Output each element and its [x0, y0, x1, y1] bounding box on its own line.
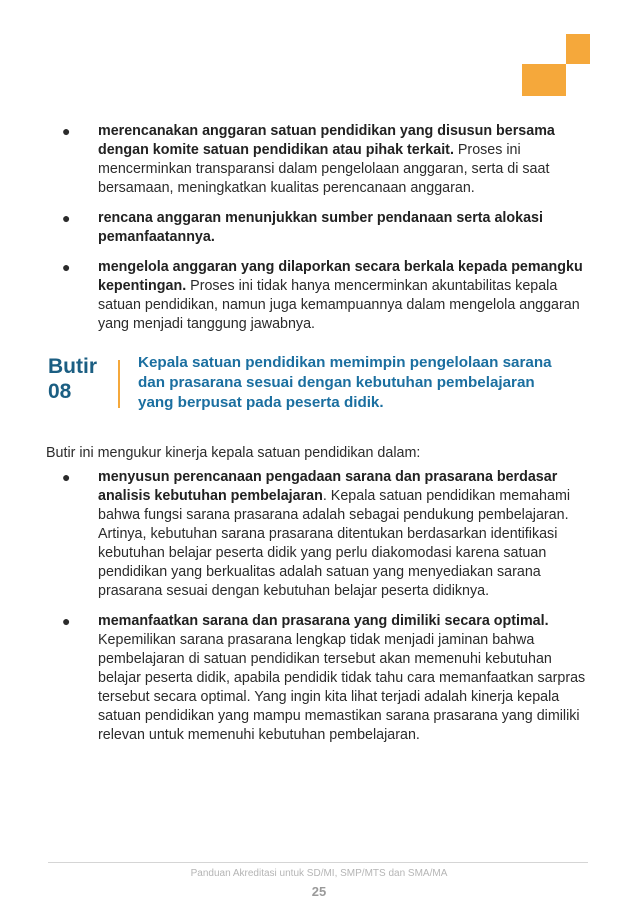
list-item-text: . Kepala satuan pendidikan memahami bahwa fungsi sarana prasarana adalah sebagai pendukung pembelajaran. Artinya, kebutuhan sarana prasarana ditentukan berdasarkan identifikasi kebutuhan belajar peserta didik yang perlu diakomodasi karena satuan pendidikan yang berkualitas adalah satuan yang menyediakan sarana prasarana sesuai dengan kebutuhan belajar peserta didiknya.	[98, 488, 571, 599]
list-item	[56, 468, 596, 601]
list-item-text: Proses ini mencerminkan transparansi dalam pengelolaan anggaran, serta di saat bersamaan, meningkatkan kualitas perencanaan anggaran.	[98, 142, 550, 196]
bullet-icon: ●	[62, 613, 71, 629]
list-item-bold: mengelola anggaran yang dilaporkan secara berkala kepada pemangku kepentingan.	[98, 259, 583, 294]
list-item-text: Proses ini tidak hanya mencerminkan akuntabilitas kepala satuan pendidikan, namun juga kemampuannya dalam mengelola anggaran yang menjadi tanggung jawabnya.	[98, 278, 580, 332]
bullet-icon: ●	[62, 469, 71, 485]
footer-divider	[48, 862, 588, 863]
intro-text: Butir ini mengukur kinerja kepala satuan pendidikan dalam:	[46, 445, 421, 461]
bullet-icon: ●	[62, 123, 71, 139]
list-item	[56, 209, 596, 247]
facilities-bullet-list	[56, 468, 596, 756]
list-item-bold: rencana anggaran menunjukkan sumber pendanaan serta alokasi pemanfaatannya.	[98, 210, 543, 245]
list-item	[56, 258, 596, 334]
footer-title: Panduan Akreditasi untuk SD/MI, SMP/MTS dan SMA/MA	[190, 868, 448, 879]
butir-label-word: Butir	[48, 355, 97, 378]
bullet-icon: ●	[62, 210, 71, 226]
butir-title: Kepala satuan pendidikan memimpin pengelolaan sarana dan prasarana sesuai dengan kebutuhan pembelajaran yang berpusat pada peserta didik.	[138, 354, 552, 411]
list-item-bold: memanfaatkan sarana dan prasarana yang dimiliki secara optimal.	[98, 613, 549, 629]
list-item-bold: merencanakan anggaran satuan pendidikan yang disusun bersama dengan komite satuan pendidikan atau pihak terkait.	[98, 123, 555, 158]
decor-square-top	[566, 34, 590, 64]
decor-square-bottom	[522, 64, 566, 96]
butir-label	[48, 354, 97, 404]
butir-label-number: 08	[48, 380, 72, 403]
list-item	[56, 612, 596, 745]
butir-divider	[118, 360, 120, 408]
budget-bullet-list	[56, 122, 596, 345]
list-item-bold: menyusun perencanaan pengadaan sarana dan prasarana berdasar analisis kebutuhan pembelajaran	[98, 469, 558, 504]
bullet-icon: ●	[62, 259, 71, 275]
list-item	[56, 122, 596, 198]
list-item-text: Kepemilikan sarana prasarana lengkap tidak menjadi jaminan bahwa pembelajaran di satuan pendidikan tersebut akan memenuhi kebutuhan belajar peserta didik, apabila pendidik tidak tahu cara memanfaatkan sarpras tersebut secara optimal. Yang ingin kita lihat terjadi adalah kinerja kepala satuan pendidikan yang mampu memastikan sarana prasarana yang dimiliki relevan untuk memenuhi kebutuhan pembelajaran.	[98, 632, 586, 743]
page-number: 25	[311, 884, 327, 899]
